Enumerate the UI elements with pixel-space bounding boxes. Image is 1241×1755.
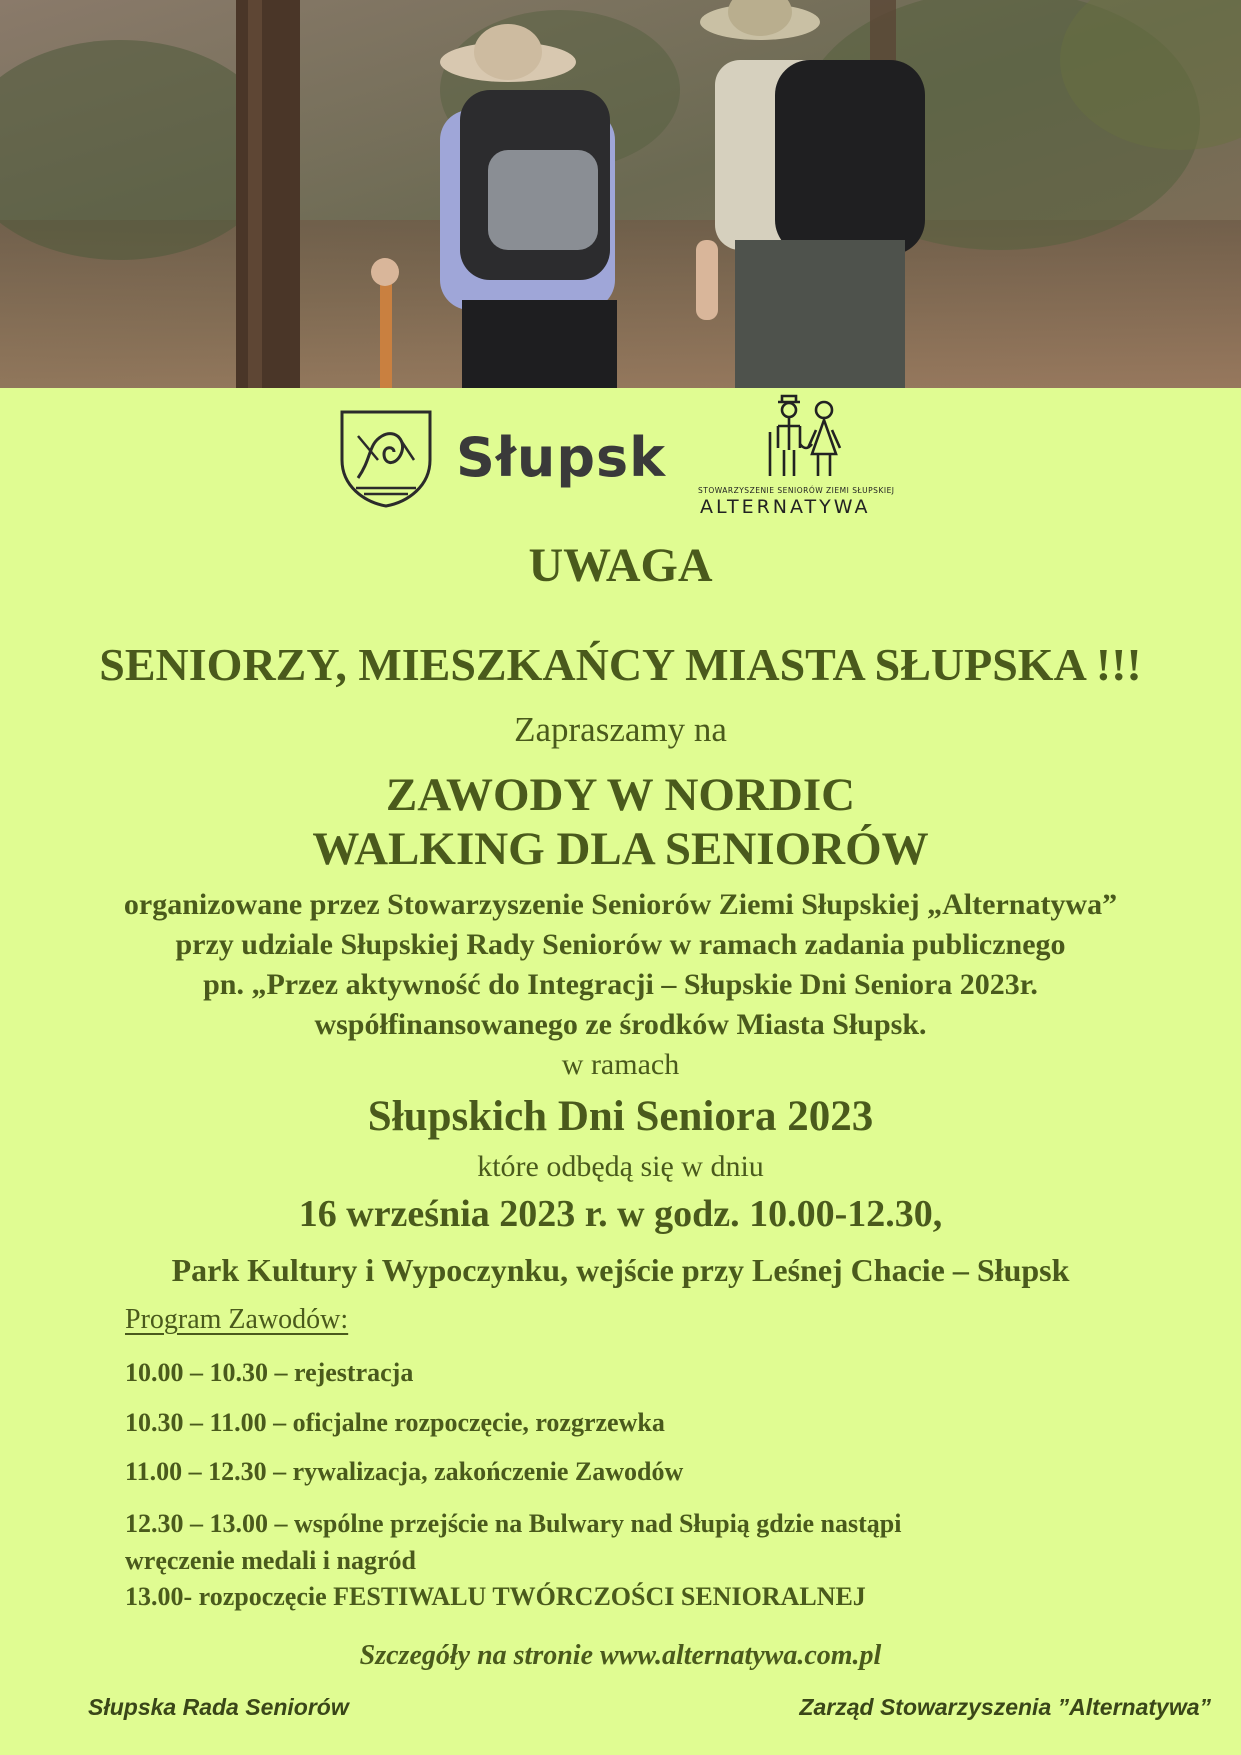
event-title-line2: WALKING DLA SENIORÓW xyxy=(312,823,929,875)
alternatywa-logo xyxy=(696,392,916,522)
attention-heading: UWAGA xyxy=(528,539,713,592)
program-item: wręczenie medali i nagród xyxy=(125,1546,416,1575)
program-title: Program Zawodów: xyxy=(125,1304,349,1335)
city-name: Słupsk xyxy=(456,426,667,489)
audience-heading: SENIORZY, MIESZKAŃCY MIASTA SŁUPSKA !!! xyxy=(99,639,1142,690)
organizer-line-3: pn. „Przez aktywność do Integracji – Słupskie Dni Seniora 2023r. xyxy=(203,968,1038,1001)
event-title-line1: ZAWODY W NORDIC xyxy=(385,769,856,821)
event-date: 16 września 2023 r. w godz. 10.00-12.30, xyxy=(298,1193,943,1235)
details-link-text: Szczegóły na stronie www.alternatywa.com.pl xyxy=(359,1640,882,1671)
program-item: 12.30 – 13.00 – wspólne przejście na Bulwary nad Słupią gdzie nastąpi xyxy=(125,1509,902,1538)
program-item: 10.30 – 11.00 – oficjalne rozpoczęcie, rozgrzewka xyxy=(125,1408,665,1437)
footer-right-signature: Zarząd Stowarzyszenia ”Alternatywa” xyxy=(799,1694,1211,1720)
in-frame-text: w ramach xyxy=(561,1048,680,1081)
program-item: 10.00 – 10.30 – rejestracja xyxy=(125,1358,414,1387)
slupsk-crest-icon xyxy=(338,408,434,508)
organizer-line-1: organizowane przez Stowarzyszenie Seniorów Ziemi Słupskiej „Alternatywa” xyxy=(123,888,1118,921)
invite-text: Zapraszamy na xyxy=(514,710,727,749)
organizer-line-4: współfinansowanego ze środków Miasta Słupsk. xyxy=(314,1008,927,1041)
association-big-name: ALTERNATYWA xyxy=(700,496,871,518)
association-small-name: STOWARZYSZENIE SENIORÓW ZIEMI SŁUPSKIEJ xyxy=(698,486,895,495)
hikers-photo-illustration xyxy=(0,0,1241,388)
slupsk-logo xyxy=(338,408,680,508)
program-item: 11.00 – 12.30 – rywalizacja, zakończenie Zawodów xyxy=(125,1457,684,1486)
footer-left-signature: Słupska Rada Seniorów xyxy=(88,1694,349,1720)
program-item: 13.00- rozpoczęcie FESTIWALU TWÓRCZOŚCI SENIORALNEJ xyxy=(125,1582,866,1611)
date-intro: które odbędą się w dniu xyxy=(477,1150,764,1183)
event-place: Park Kultury i Wypoczynku, wejście przy Leśnej Chacie – Słupsk xyxy=(171,1252,1070,1288)
festival-name: Słupskich Dni Seniora 2023 xyxy=(367,1093,874,1140)
organizer-line-2: przy udziale Słupskiej Rady Seniorów w ramach zadania publicznego xyxy=(175,928,1066,961)
senior-couple-icon xyxy=(756,392,856,480)
header-photo xyxy=(0,0,1241,388)
